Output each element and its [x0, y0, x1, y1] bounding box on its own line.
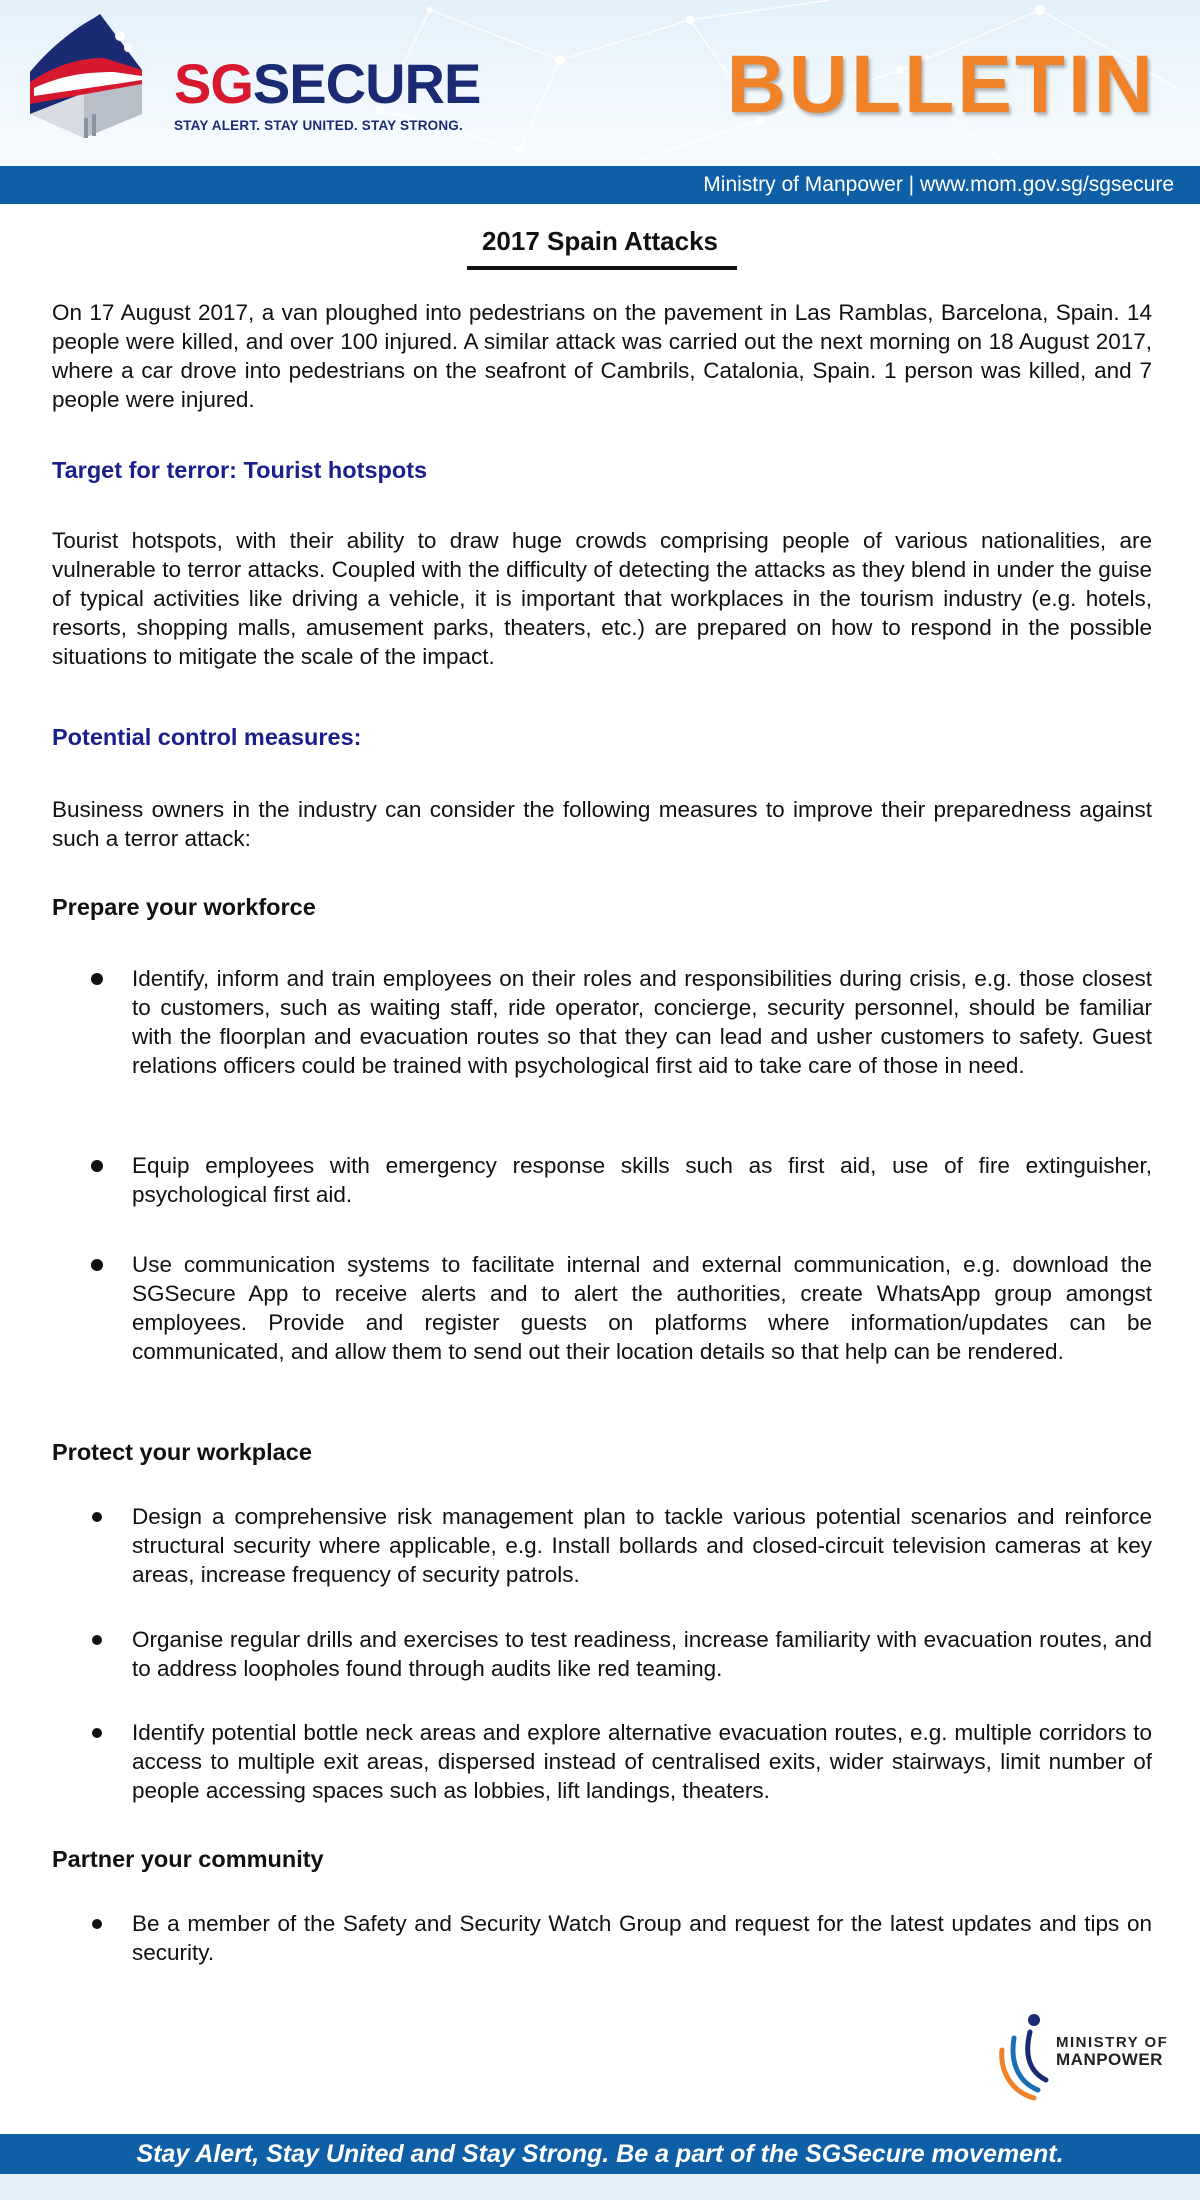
bullet-icon [92, 1728, 102, 1738]
title-underline [467, 266, 737, 270]
footer-slogan: Stay Alert, Stay United and Stay Strong. Be a part of the SGSecure movement. [136, 2140, 1064, 2168]
brand-wordmark: SGSECURE [174, 52, 481, 115]
mom-wordmark [1056, 2034, 1168, 2068]
community-heading: Partner your community [52, 1846, 324, 1872]
bullet-icon [91, 973, 103, 985]
list-item-text: Identify, inform and train employees on their roles and responsibilities during crisis, e.g. those closest to customers, such as waiting staff, ride operator, concierge, security personnel, should be familiar with the floorplan and evacuation routes so that they can lead and usher customers to safety. Guest relations officers could be trained with psychological first aid to take care of those in need. [132, 966, 1152, 1078]
mom-line2: MANPOWER [1056, 2050, 1163, 2069]
list-item-text: Organise regular drills and exercises to test readiness, increase familiarity with evacuation routes, and to address loopholes found through audits like red teaming. [132, 1627, 1152, 1681]
intro-paragraph: On 17 August 2017, a van ploughed into pedestrians on the pavement in Las Ramblas, Barcelona, Spain. 14 people were killed, and over 100 injured. A similar attack was carried out the next morning on 18 August 2017, where a car drove into pedestrians on the seafront of Cambrils, Catalonia, Spain. 1 person was killed, and 7 people were injured. [52, 300, 1152, 412]
mom-logo [994, 2010, 1174, 2110]
list-item-text: Use communication systems to facilitate internal and external communication, e.g. download the SGSecure App to receive alerts and to alert the authorities, create WhatsApp group amongst employees. Provide and register guests on platforms where information/updates can be communicated, and allow them to send out their location details so that help can be rendered. [132, 1252, 1152, 1364]
bullet-icon [91, 1160, 103, 1172]
bullet-icon [92, 1512, 102, 1522]
measures-intro: Business owners in the industry can consider the following measures to improve their preparedness against such a terror attack: [52, 797, 1152, 851]
bullet-icon [92, 1919, 102, 1929]
workforce-heading: Prepare your workforce [52, 894, 316, 920]
workplace-heading: Protect your workplace [52, 1439, 312, 1465]
mom-line1: MINISTRY OF [1056, 2034, 1169, 2051]
bullet-icon [91, 1259, 103, 1271]
bulletin-title: BULLETIN [726, 39, 1156, 130]
ministry-bar [0, 166, 1200, 204]
list-item-text: Be a member of the Safety and Security Watch Group and request for the latest updates and tips on security. [132, 1911, 1152, 1965]
sgsecure-logo [24, 6, 481, 158]
mom-emblem-icon [994, 2010, 1054, 2102]
bullet-icon [92, 1635, 102, 1645]
brand-tagline: STAY ALERT. STAY UNITED. STAY STRONG. [174, 118, 463, 133]
list-item-text: Identify potential bottle neck areas and explore alternative evacuation routes, e.g. multiple corridors to access to multiple exit areas, dispersed instead of centralised exits, wider stairways, limit number of people accessing spaces such as lobbies, lift landings, theaters. [132, 1720, 1152, 1803]
measures-heading: Potential control measures: [52, 724, 362, 750]
sgsecure-emblem-icon [24, 6, 154, 158]
footer-tail [0, 2174, 1200, 2200]
page-header [0, 0, 1200, 166]
article-title: 2017 Spain Attacks [481, 226, 719, 256]
target-heading: Target for terror: Tourist hotspots [52, 457, 428, 483]
footer-bar [0, 2134, 1200, 2174]
list-item-text: Design a comprehensive risk management plan to tackle various potential scenarios and reinforce structural security where applicable, e.g. Install bollards and closed-circuit television cameras at key areas, increase frequency of security patrols. [132, 1504, 1152, 1587]
target-paragraph: Tourist hotspots, with their ability to draw huge crowds comprising people of various nationalities, are vulnerable to terror attacks. Coupled with the difficulty of detecting the attacks as they blend in under the guise of typical activities like driving a vehicle, it is important that workplaces in the tourism industry (e.g. hotels, resorts, shopping malls, amusement parks, theaters, etc.) are prepared on how to respond in the possible situations to mitigate the scale of the impact. [52, 528, 1152, 669]
ministry-line: Ministry of Manpower | www.mom.gov.sg/sgsecure [703, 173, 1174, 196]
list-item-text: Equip employees with emergency response skills such as first aid, use of fire extinguisher, psychological first aid. [132, 1153, 1152, 1207]
